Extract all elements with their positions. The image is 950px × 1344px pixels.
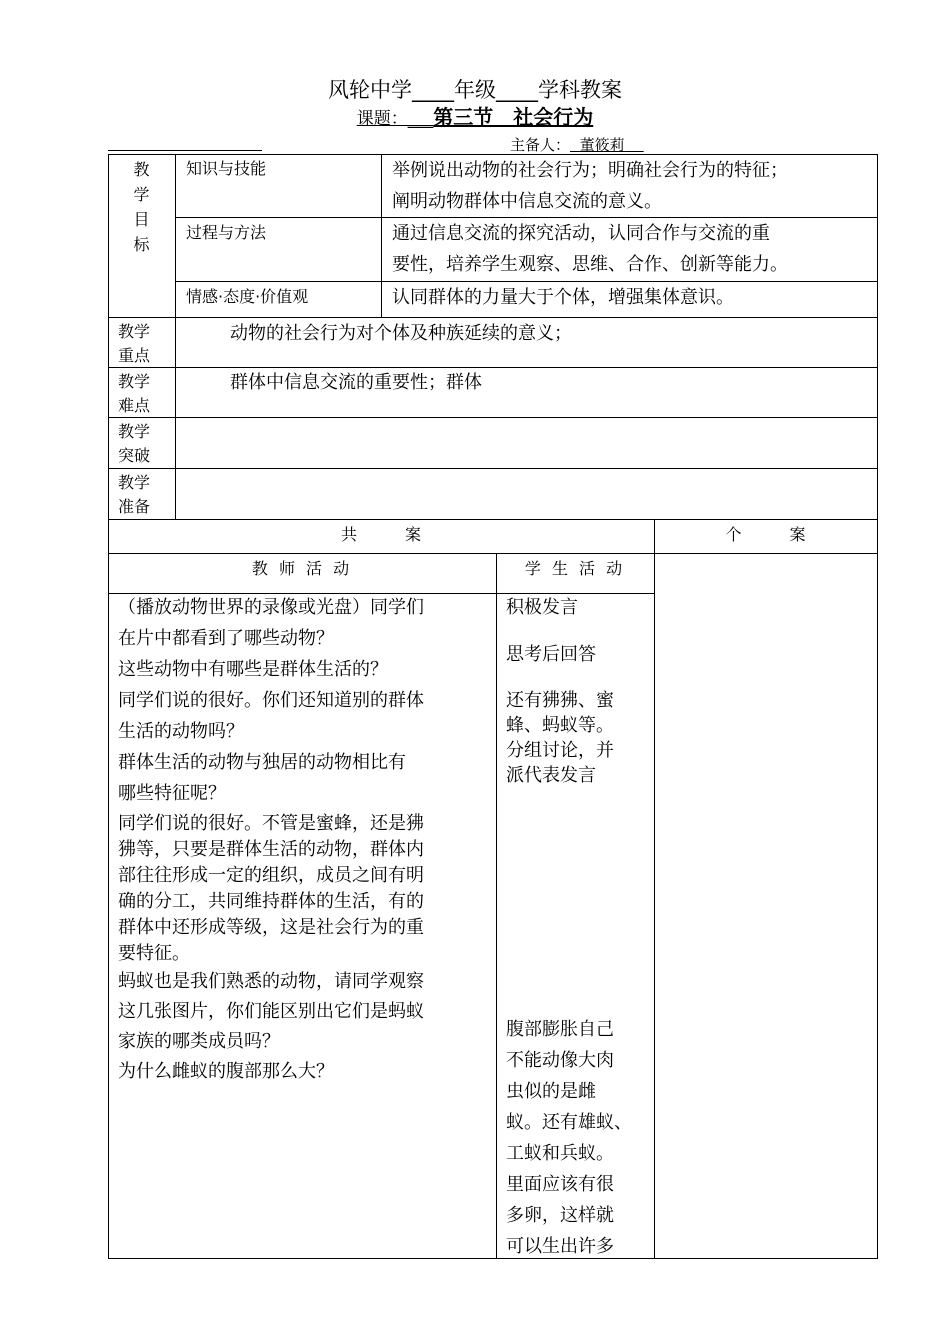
label-line: 重点 — [118, 346, 151, 365]
list-item: 确的分工，共同维持群体的生活，有的 — [118, 891, 424, 912]
list-item: 积极发言 — [506, 597, 578, 618]
subject-label: 课题：___ — [356, 109, 434, 129]
col-divider — [175, 154, 176, 519]
objective-process-label: 过程与方法 — [186, 223, 267, 242]
row-divider — [108, 468, 878, 469]
list-item: 部往往形成一定的组织，成员之间有明 — [118, 865, 424, 886]
student-activity-header: 学 生 活 动 — [524, 559, 626, 578]
label-line: 难点 — [118, 396, 151, 415]
list-item: 分组讨论，并 — [506, 740, 614, 761]
list-item: 为什么雌蚁的腹部那么大？ — [118, 1061, 334, 1082]
subject-value: 第三节 社会行为 — [433, 105, 594, 129]
row-divider — [108, 553, 878, 554]
list-item: 蚂蚁也是我们熟悉的动物，请同学观察 — [118, 971, 424, 992]
key-points-content: 动物的社会行为对个体及种族延续的意义； — [230, 323, 572, 344]
list-item: 同学们说的很好。不管是蜜蜂，还是狒 — [118, 813, 424, 834]
list-item: 狒等，只要是群体生活的动物，群体内 — [118, 839, 424, 860]
preparer — [510, 134, 644, 155]
student-activities-continued — [506, 1014, 652, 1262]
list-item: 群体生活的动物与独居的动物相比有 — [118, 752, 406, 773]
label-line: 准备 — [118, 497, 151, 516]
col-divider — [496, 553, 497, 1259]
list-item: 腹部膨胀自己 — [506, 1019, 614, 1040]
lesson-subject — [0, 101, 950, 130]
label-char: 教 — [133, 160, 150, 179]
label-char: 学 — [133, 185, 150, 204]
table-border-right — [877, 154, 878, 1259]
col-divider — [654, 519, 655, 1259]
objective-knowledge-content — [392, 155, 788, 217]
row-divider — [108, 519, 878, 520]
list-item: 哪些特征呢？ — [118, 783, 226, 804]
teacher-activities — [118, 594, 494, 1087]
list-item: 里面应该有很 — [506, 1174, 614, 1195]
objective-attitude-label: 情感·态度·价值观 — [186, 287, 309, 306]
list-item: 多卵，这样就 — [506, 1205, 614, 1226]
individual-plan-header: 个 案 — [725, 525, 806, 544]
list-item: 要特征。 — [118, 943, 190, 964]
teacher-activity-header: 教 师 活 动 — [251, 559, 353, 578]
list-item: 虫似的是雌 — [506, 1081, 596, 1102]
preparer-label: 主备人： — [510, 136, 571, 154]
row-divider — [108, 367, 878, 368]
preparation-label — [118, 471, 150, 519]
list-item: 思考后回答 — [506, 644, 596, 665]
content-line: 通过信息交流的探究活动，认同合作与交流的重 — [392, 223, 770, 244]
label-char: 目 — [133, 210, 150, 229]
list-item: 在片中都看到了哪些动物？ — [118, 628, 334, 649]
shared-plan-header: 共 案 — [340, 525, 421, 544]
label-line: 突破 — [118, 446, 151, 465]
label-line: 教学 — [118, 473, 151, 492]
list-item: 工蚁和兵蚁。 — [506, 1143, 614, 1164]
list-item: 不能动像大肉 — [506, 1050, 614, 1071]
list-item: 这几张图片，你们能区别出它们是蚂蚁 — [118, 1001, 424, 1022]
list-item: 派代表发言 — [506, 765, 596, 786]
col-divider — [381, 154, 382, 317]
blank-underline — [108, 150, 262, 151]
list-item: 蚁。还有雄蚁、 — [506, 1112, 632, 1133]
objectives-label — [108, 157, 175, 257]
label-line: 教学 — [118, 372, 151, 391]
label-line: 教学 — [118, 322, 151, 341]
student-activities — [506, 594, 652, 788]
page-title: 风轮中学____年级____学科教案 — [328, 78, 622, 102]
preparer-name — [570, 136, 644, 154]
label-char: 标 — [133, 235, 150, 254]
list-item: 蜂、蚂蚁等。 — [506, 715, 614, 736]
list-item: 群体中还形成等级，这是社会行为的重 — [118, 917, 424, 938]
content-line: 要性，培养学生观察、思维、合作、创新等能力。 — [392, 254, 788, 275]
breakthrough-label — [118, 420, 150, 468]
list-item: 同学们说的很好。你们还知道别的群体 — [118, 690, 424, 711]
key-points-label — [118, 320, 150, 368]
list-item: 还有狒狒、蜜 — [506, 690, 614, 711]
table-border-bottom — [108, 1258, 878, 1259]
preparer-name-text: 董筱莉 — [579, 136, 625, 154]
objective-attitude-content — [392, 282, 734, 313]
table-border-left — [108, 154, 109, 1259]
objective-knowledge-label: 知识与技能 — [186, 159, 267, 178]
difficulties-label — [118, 370, 150, 418]
difficulties-content: 群体中信息交流的重要性；群体 — [230, 372, 482, 393]
content-line: 认同群体的力量大于个体，增强集体意识。 — [392, 287, 734, 308]
list-item: （播放动物世界的录像或光盘）同学们 — [118, 597, 424, 618]
list-item: 生活的动物吗？ — [118, 721, 244, 742]
objective-process-content — [392, 218, 788, 280]
list-item: 可以生出许多 — [506, 1236, 614, 1257]
row-divider — [108, 417, 878, 418]
list-item: 这些动物中有哪些是群体生活的？ — [118, 659, 388, 680]
label-line: 教学 — [118, 422, 151, 441]
list-item: 家族的哪类成员吗？ — [118, 1031, 280, 1052]
content-line: 阐明动物群体中信息交流的意义。 — [392, 191, 662, 212]
content-line: 举例说出动物的社会行为；明确社会行为的特征； — [392, 160, 788, 181]
